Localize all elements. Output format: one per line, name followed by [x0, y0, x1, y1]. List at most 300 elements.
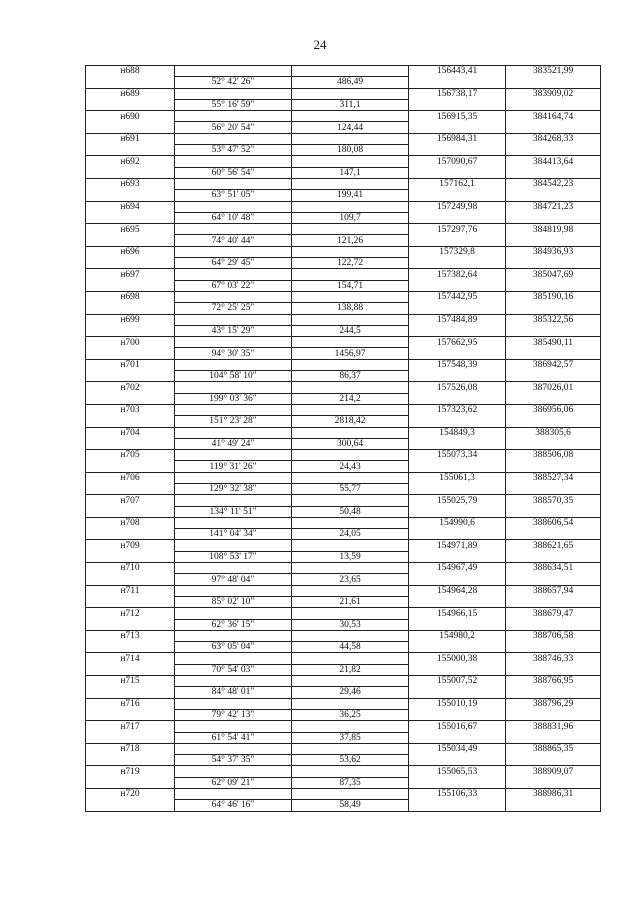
empty-cell [506, 551, 601, 562]
direction-angle: 54° 37' 35" [175, 755, 292, 766]
coord-y: 387026,01 [506, 382, 601, 393]
direction-angle: 53° 47' 52" [175, 145, 292, 156]
coord-y: 388506,08 [506, 450, 601, 461]
coord-y: 385047,69 [506, 269, 601, 280]
point-name: н698 [86, 291, 175, 302]
empty-cell [292, 676, 409, 687]
segment-row [86, 393, 601, 404]
empty-cell [175, 517, 292, 528]
empty-cell [506, 506, 601, 517]
empty-cell [175, 495, 292, 506]
coord-x: 157323,62 [409, 404, 506, 415]
coord-y: 384542,23 [506, 178, 601, 189]
empty-cell [175, 698, 292, 709]
point-row [86, 721, 601, 732]
coord-x: 155000,38 [409, 653, 506, 664]
coord-x: 157329,8 [409, 246, 506, 257]
point-row [86, 517, 601, 528]
empty-cell [506, 619, 601, 630]
empty-cell [86, 438, 175, 449]
coord-y: 388831,96 [506, 721, 601, 732]
direction-angle: 55° 16' 59" [175, 99, 292, 110]
coord-y: 388570,35 [506, 495, 601, 506]
segment-length: 180,08 [292, 145, 409, 156]
direction-angle: 63° 51' 05" [175, 190, 292, 201]
coord-x: 154990,6 [409, 517, 506, 528]
segment-length: 2818,42 [292, 416, 409, 427]
segment-length: 1456,97 [292, 348, 409, 359]
segment-row [86, 755, 601, 766]
empty-cell [86, 212, 175, 223]
direction-angle: 64° 29' 45" [175, 258, 292, 269]
segment-length: 21,82 [292, 664, 409, 675]
empty-cell [292, 133, 409, 144]
segment-row [86, 483, 601, 494]
empty-cell [506, 438, 601, 449]
empty-cell [506, 416, 601, 427]
empty-cell [506, 755, 601, 766]
point-name: н692 [86, 156, 175, 167]
coord-y: 384268,33 [506, 133, 601, 144]
empty-cell [175, 630, 292, 641]
segment-length: 37,85 [292, 732, 409, 743]
empty-cell [409, 167, 506, 178]
coord-y: 388621,65 [506, 540, 601, 551]
coord-x: 156984,31 [409, 133, 506, 144]
empty-cell [175, 382, 292, 393]
segment-row [86, 506, 601, 517]
coord-y: 388606,54 [506, 517, 601, 528]
empty-cell [292, 269, 409, 280]
empty-cell [86, 258, 175, 269]
segment-row [86, 596, 601, 607]
empty-cell [175, 269, 292, 280]
point-name: н716 [86, 698, 175, 709]
point-row [86, 563, 601, 574]
point-name: н720 [86, 789, 175, 800]
segment-row [86, 642, 601, 653]
coord-x: 157162,1 [409, 178, 506, 189]
direction-angle: 62° 09' 21" [175, 777, 292, 788]
empty-cell [292, 721, 409, 732]
empty-cell [175, 427, 292, 438]
empty-cell [506, 325, 601, 336]
empty-cell [175, 404, 292, 415]
segment-length: 50,48 [292, 506, 409, 517]
segment-row [86, 777, 601, 788]
point-name: н689 [86, 88, 175, 99]
coord-x: 154966,15 [409, 608, 506, 619]
empty-cell [175, 721, 292, 732]
point-row [86, 291, 601, 302]
direction-angle: 52° 42' 26" [175, 77, 292, 88]
segment-row [86, 574, 601, 585]
empty-cell [86, 732, 175, 743]
empty-cell [175, 337, 292, 348]
empty-cell [409, 732, 506, 743]
empty-cell [409, 258, 506, 269]
empty-cell [86, 551, 175, 562]
empty-cell [292, 608, 409, 619]
coord-y: 388796,29 [506, 698, 601, 709]
empty-cell [506, 732, 601, 743]
empty-cell [86, 664, 175, 675]
segment-row [86, 551, 601, 562]
point-row [86, 698, 601, 709]
point-row [86, 427, 601, 438]
point-name: н709 [86, 540, 175, 551]
empty-cell [409, 596, 506, 607]
empty-cell [292, 66, 409, 77]
empty-cell [409, 212, 506, 223]
empty-cell [86, 529, 175, 540]
empty-cell [175, 563, 292, 574]
empty-cell [506, 77, 601, 88]
segment-row [86, 190, 601, 201]
empty-cell [292, 224, 409, 235]
empty-cell [86, 235, 175, 246]
empty-cell [506, 145, 601, 156]
point-name: н711 [86, 585, 175, 596]
coord-y: 383909,02 [506, 88, 601, 99]
empty-cell [86, 303, 175, 314]
point-name: н717 [86, 721, 175, 732]
segment-length: 21,61 [292, 596, 409, 607]
coord-x: 154967,49 [409, 563, 506, 574]
empty-cell [86, 642, 175, 653]
empty-cell [86, 145, 175, 156]
empty-cell [506, 461, 601, 472]
empty-cell [409, 371, 506, 382]
segment-row [86, 303, 601, 314]
coord-x: 157249,98 [409, 201, 506, 212]
empty-cell [409, 416, 506, 427]
point-name: н701 [86, 359, 175, 370]
empty-cell [86, 371, 175, 382]
empty-cell [175, 291, 292, 302]
empty-cell [292, 630, 409, 641]
empty-cell [409, 303, 506, 314]
segment-row [86, 325, 601, 336]
segment-row [86, 167, 601, 178]
empty-cell [86, 99, 175, 110]
point-row [86, 269, 601, 280]
empty-cell [86, 167, 175, 178]
point-name: н696 [86, 246, 175, 257]
direction-angle: 67° 03' 22" [175, 280, 292, 291]
coord-x: 155010,19 [409, 698, 506, 709]
point-name: н704 [86, 427, 175, 438]
point-row [86, 630, 601, 641]
empty-cell [175, 359, 292, 370]
empty-cell [292, 450, 409, 461]
empty-cell [175, 201, 292, 212]
segment-row [86, 416, 601, 427]
coord-y: 383521,99 [506, 66, 601, 77]
coord-y: 388746,33 [506, 653, 601, 664]
point-name: н691 [86, 133, 175, 144]
point-row [86, 450, 601, 461]
empty-cell [409, 574, 506, 585]
segment-length: 147,1 [292, 167, 409, 178]
empty-cell [409, 461, 506, 472]
empty-cell [292, 337, 409, 348]
empty-cell [409, 619, 506, 630]
coord-y: 384721,23 [506, 201, 601, 212]
segment-length: 58,49 [292, 800, 409, 811]
segment-length: 24,05 [292, 529, 409, 540]
empty-cell [292, 698, 409, 709]
coord-y: 384164,74 [506, 111, 601, 122]
empty-cell [175, 789, 292, 800]
direction-angle: 119° 31' 26" [175, 461, 292, 472]
segment-row [86, 145, 601, 156]
empty-cell [292, 472, 409, 483]
point-name: н703 [86, 404, 175, 415]
point-name: н702 [86, 382, 175, 393]
empty-cell [292, 382, 409, 393]
direction-angle: 141° 04' 34" [175, 529, 292, 540]
empty-cell [86, 777, 175, 788]
empty-cell [175, 540, 292, 551]
coord-y: 386956,06 [506, 404, 601, 415]
point-row [86, 111, 601, 122]
empty-cell [175, 766, 292, 777]
point-row [86, 314, 601, 325]
empty-cell [409, 99, 506, 110]
empty-cell [175, 88, 292, 99]
empty-cell [292, 404, 409, 415]
coord-y: 384936,93 [506, 246, 601, 257]
segment-length: 24,43 [292, 461, 409, 472]
direction-angle: 56° 20' 54" [175, 122, 292, 133]
coord-x: 156738,17 [409, 88, 506, 99]
point-row [86, 337, 601, 348]
direction-angle: 62° 36' 15" [175, 619, 292, 630]
segment-length: 199,41 [292, 190, 409, 201]
segment-length: 244,5 [292, 325, 409, 336]
empty-cell [86, 709, 175, 720]
segment-length: 300,64 [292, 438, 409, 449]
empty-cell [292, 517, 409, 528]
empty-cell [409, 280, 506, 291]
empty-cell [506, 212, 601, 223]
empty-cell [409, 529, 506, 540]
empty-cell [409, 235, 506, 246]
segment-length: 30,53 [292, 619, 409, 630]
empty-cell [506, 596, 601, 607]
point-name: н715 [86, 676, 175, 687]
empty-cell [506, 777, 601, 788]
page-number: 24 [313, 37, 327, 52]
segment-length: 214,2 [292, 393, 409, 404]
empty-cell [506, 687, 601, 698]
direction-angle: 72° 25' 25" [175, 303, 292, 314]
empty-cell [175, 676, 292, 687]
direction-angle: 108° 53' 17" [175, 551, 292, 562]
segment-length: 13,59 [292, 551, 409, 562]
empty-cell [292, 743, 409, 754]
segment-row [86, 212, 601, 223]
empty-cell [409, 348, 506, 359]
empty-cell [86, 800, 175, 811]
direction-angle: 104° 58' 10" [175, 371, 292, 382]
empty-cell [292, 359, 409, 370]
coord-y: 385322,56 [506, 314, 601, 325]
empty-cell [175, 178, 292, 189]
segment-length: 55,77 [292, 483, 409, 494]
empty-cell [292, 246, 409, 257]
direction-angle: 43° 15' 29" [175, 325, 292, 336]
segment-row [86, 77, 601, 88]
direction-angle: 63° 05' 04" [175, 642, 292, 653]
coord-x: 154971,89 [409, 540, 506, 551]
coord-x: 154964,28 [409, 585, 506, 596]
segment-length: 36,25 [292, 709, 409, 720]
segment-length: 311,1 [292, 99, 409, 110]
direction-angle: 61° 54' 41" [175, 732, 292, 743]
direction-angle: 74° 40' 44" [175, 235, 292, 246]
point-name: н708 [86, 517, 175, 528]
coord-y: 388634,51 [506, 563, 601, 574]
direction-angle: 70° 54' 03" [175, 664, 292, 675]
empty-cell [409, 145, 506, 156]
point-name: н693 [86, 178, 175, 189]
empty-cell [409, 393, 506, 404]
point-name: н688 [86, 66, 175, 77]
empty-cell [409, 122, 506, 133]
empty-cell [86, 506, 175, 517]
coord-x: 155065,53 [409, 766, 506, 777]
empty-cell [506, 393, 601, 404]
empty-cell [506, 235, 601, 246]
coord-x: 157382,64 [409, 269, 506, 280]
empty-cell [409, 325, 506, 336]
empty-cell [86, 190, 175, 201]
empty-cell [175, 472, 292, 483]
segment-row [86, 461, 601, 472]
coord-y: 386942,57 [506, 359, 601, 370]
empty-cell [86, 596, 175, 607]
empty-cell [506, 371, 601, 382]
empty-cell [292, 563, 409, 574]
coord-y: 388679,47 [506, 608, 601, 619]
empty-cell [409, 551, 506, 562]
empty-cell [86, 483, 175, 494]
empty-cell [292, 201, 409, 212]
segment-row [86, 258, 601, 269]
direction-angle: 129° 32' 38" [175, 483, 292, 494]
point-row [86, 608, 601, 619]
empty-cell [506, 280, 601, 291]
segment-length: 124,44 [292, 122, 409, 133]
point-name: н699 [86, 314, 175, 325]
segment-length: 486,49 [292, 77, 409, 88]
empty-cell [409, 755, 506, 766]
empty-cell [175, 743, 292, 754]
empty-cell [292, 766, 409, 777]
empty-cell [292, 653, 409, 664]
empty-cell [409, 77, 506, 88]
empty-cell [175, 450, 292, 461]
empty-cell [292, 427, 409, 438]
coord-y: 388766,95 [506, 676, 601, 687]
point-row [86, 382, 601, 393]
segment-length: 29,46 [292, 687, 409, 698]
point-row [86, 540, 601, 551]
point-row [86, 472, 601, 483]
point-name: н706 [86, 472, 175, 483]
coord-y: 384819,98 [506, 224, 601, 235]
coord-x: 157526,08 [409, 382, 506, 393]
empty-cell [292, 789, 409, 800]
empty-cell [409, 777, 506, 788]
segment-row [86, 122, 601, 133]
direction-angle: 64° 46' 16" [175, 800, 292, 811]
coord-y: 388706,58 [506, 630, 601, 641]
segment-length: 86,37 [292, 371, 409, 382]
segment-row [86, 709, 601, 720]
point-name: н719 [86, 766, 175, 777]
coord-x: 155025,79 [409, 495, 506, 506]
point-name: н697 [86, 269, 175, 280]
empty-cell [506, 167, 601, 178]
empty-cell [506, 642, 601, 653]
direction-angle: 94° 30' 35" [175, 348, 292, 359]
coord-x: 157484,89 [409, 314, 506, 325]
empty-cell [506, 664, 601, 675]
segment-row [86, 664, 601, 675]
segment-length: 154,71 [292, 280, 409, 291]
empty-cell [86, 755, 175, 766]
point-name: н695 [86, 224, 175, 235]
direction-angle: 79° 42' 13" [175, 709, 292, 720]
coordinates-table-body [86, 66, 601, 812]
point-row [86, 246, 601, 257]
segment-row [86, 687, 601, 698]
coord-x: 157662,95 [409, 337, 506, 348]
coord-x: 155061,3 [409, 472, 506, 483]
empty-cell [506, 483, 601, 494]
empty-cell [86, 687, 175, 698]
point-row [86, 224, 601, 235]
coord-x: 154849,3 [409, 427, 506, 438]
empty-cell [506, 99, 601, 110]
point-name: н710 [86, 563, 175, 574]
point-row [86, 743, 601, 754]
segment-length: 44,58 [292, 642, 409, 653]
segment-row [86, 371, 601, 382]
point-row [86, 653, 601, 664]
coord-x: 157548,39 [409, 359, 506, 370]
coord-x: 155073,34 [409, 450, 506, 461]
segment-length: 138,88 [292, 303, 409, 314]
coord-x: 155106,33 [409, 789, 506, 800]
empty-cell [506, 709, 601, 720]
empty-cell [292, 88, 409, 99]
empty-cell [409, 190, 506, 201]
point-row [86, 676, 601, 687]
empty-cell [292, 178, 409, 189]
empty-cell [409, 664, 506, 675]
empty-cell [86, 280, 175, 291]
coord-x: 156443,41 [409, 66, 506, 77]
empty-cell [86, 393, 175, 404]
coord-y: 388909,07 [506, 766, 601, 777]
empty-cell [86, 77, 175, 88]
empty-cell [292, 585, 409, 596]
point-row [86, 495, 601, 506]
